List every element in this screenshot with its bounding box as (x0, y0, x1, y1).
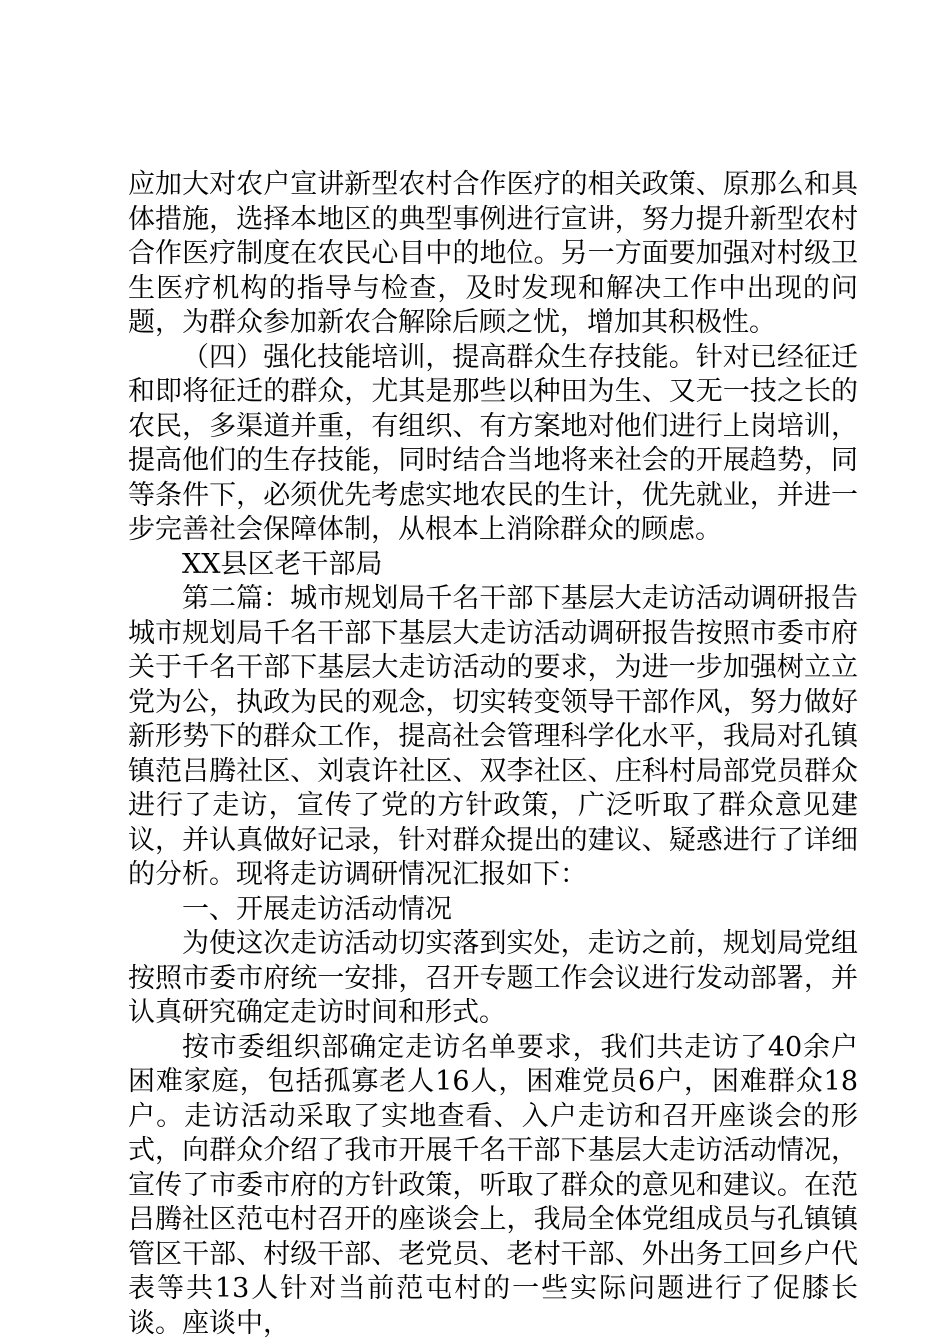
section-heading-visit-activities: 一、开展走访活动情况 (182, 893, 452, 925)
paragraph-visit-details: 按市委组织部确定走访名单要求，我们共走访了40余户困难家庭，包括孤寡老人16人，困难党员6户，困难群众18户。走访活动采取了实地查看、入户走访和召开座谈会的形式，向群众介绍了我市开展千名干部下基层大走访活动情况，宣传了市委市府的方针政策，听取了群众的意见和建议。在范吕腾社区范屯村召开的座谈会上，我局全体党组成员与孔镇镇管区干部、村级干部、老党员、老村干部、外出务工回乡户代表等共13人针对当前范屯村的一些实际问题进行了促膝长谈。座谈中， (128, 1031, 858, 1339)
paragraph-skills-training: （四）强化技能培训，提高群众生存技能。针对已经征迁和即将征迁的群众，尤其是那些以种田为生、又无一技之长的农民，多渠道并重，有组织、有方案地对他们进行上岗培训，提高他们的生存技能，同时结合当地将来社会的开展趋势，同等条件下，必须优先考虑实地农民的生计，优先就业，并进一步完善社会保障体制，从根本上消除群众的顾虑。 (128, 341, 858, 545)
paragraph-visit-preparation: 为使这次走访活动切实落到实处，走访之前，规划局党组按照市委市府统一安排，召开专题工作会议进行发动部署，并认真研究确定走访时间和形式。 (128, 928, 858, 1028)
paragraph-medical-policy: 应加大对农户宣讲新型农村合作医疗的相关政策、原那么和具体措施，选择本地区的典型事例进行宣讲，努力提升新型农村合作医疗制度在农民心目中的地位。另一方面要加强对村级卫生医疗机构的指导与检查，及时发现和解决工作中出现的问题，为群众参加新农合解除后顾之忧，增加其积极性。 (128, 169, 858, 338)
paragraph-signature-bureau: XX县区老干部局 (182, 548, 383, 580)
paragraph-second-article-intro: 第二篇：城市规划局千名干部下基层大走访活动调研报告城市规划局千名干部下基层大走访活动调研报告按照市委市府关于千名干部下基层大走访活动的要求，为进一步加强树立立党为公，执政为民的观念，切实转变领导干部作风，努力做好新形势下的群众工作，提高社会管理科学化水平，我局对孔镇镇范吕腾社区、刘袁许社区、双李社区、庄科村局部党员群众进行了走访，宣传了党的方针政策，广泛听取了群众意见建议，并认真做好记录，针对群众提出的建议、疑惑进行了详细的分析。现将走访调研情况汇报如下： (128, 583, 858, 890)
document-body (128, 168, 858, 1341)
